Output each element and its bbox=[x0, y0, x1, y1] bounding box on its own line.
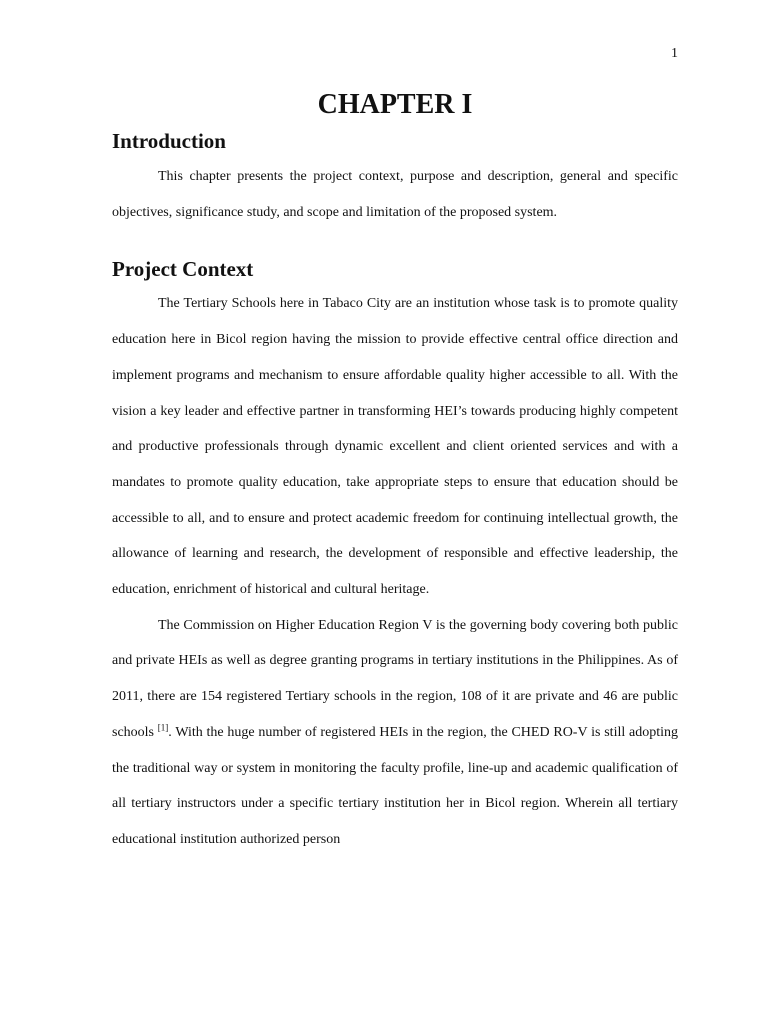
project-context-heading: Project Context bbox=[112, 257, 254, 282]
paragraph-2-text-start: The Commission on Higher Education Region V is the governing body covering both public and private HEIs as well as degree granting programs in tertiary institutions in the Philippines. As of 2011, there are 154 registered Tertiary schools in the region, 108 of it are private and 46 are public schools bbox=[112, 617, 678, 740]
introduction-paragraph: This chapter presents the project context, purpose and description, general and specific objectives, significance study, and scope and limitation of the proposed system. bbox=[112, 169, 678, 220]
project-context-paragraph-1: The Tertiary Schools here in Tabaco City are an institution whose task is to promote quality education here in Bicol region having the mission to provide effective central office direction and implement programs and mechanism to ensure affordable quality higher accessible to all. With the vision a key leader and effective partner in transforming HEI’s towards producing highly competent and productive professionals through dynamic excellent and client oriented services and with a mandates to promote quality education, take appropriate steps to ensure that education should be accessible to all, and to ensure and protect academic freedom for continuing intellectual growth, the allowance of learning and research, the development of responsible and effective leadership, the education, enrichment of historical and cultural heritage. bbox=[112, 296, 678, 598]
page-number: 1 bbox=[671, 46, 678, 61]
project-context-paragraph-2 bbox=[112, 608, 678, 858]
paragraph-2-text-end: . With the huge number of registered HEIs in the region, the CHED RO-V is still adopting the traditional way or system in monitoring the faculty profile, line-up and academic qualification of all tertiary instructors under a specific tertiary institution her in Bicol region. Wherein all tertiary educational institution authorized person bbox=[112, 724, 679, 847]
citation-reference: [1] bbox=[157, 722, 169, 733]
introduction-heading: Introduction bbox=[112, 129, 226, 153]
document-body bbox=[112, 89, 679, 858]
chapter-title: CHAPTER I bbox=[317, 89, 473, 120]
